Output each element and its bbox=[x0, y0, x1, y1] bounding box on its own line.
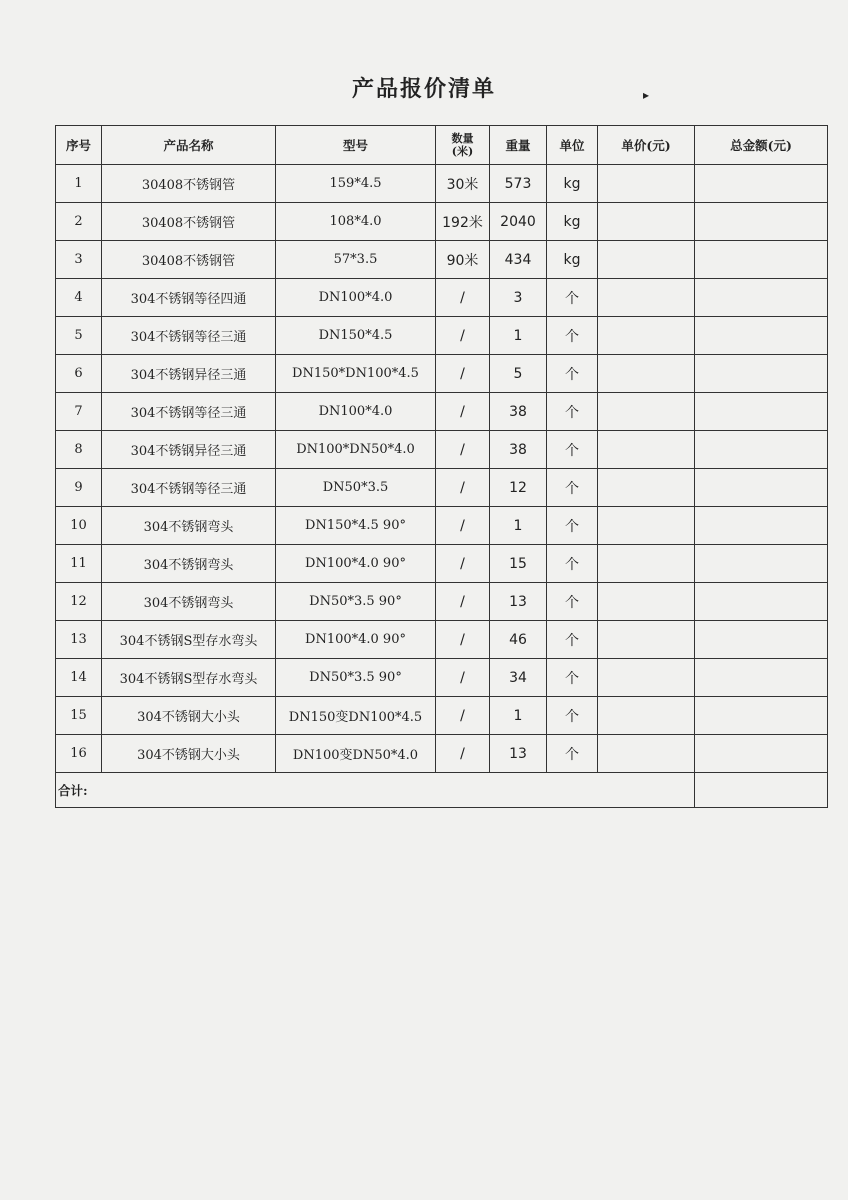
cell-unit: 个 bbox=[547, 507, 598, 545]
cell-quantity: / bbox=[436, 583, 490, 621]
cell-unit-price bbox=[598, 659, 695, 697]
cell-total-amount bbox=[695, 393, 828, 431]
cell-total-amount bbox=[695, 241, 828, 279]
cell-no: 12 bbox=[56, 583, 102, 621]
cell-no: 9 bbox=[56, 469, 102, 507]
cell-name: 30408不锈钢管 bbox=[102, 165, 276, 203]
cell-quantity: / bbox=[436, 659, 490, 697]
cell-model: DN100*4.0 90° bbox=[276, 621, 436, 659]
cell-unit: 个 bbox=[547, 545, 598, 583]
cell-total-amount bbox=[695, 583, 828, 621]
cell-unit: 个 bbox=[547, 279, 598, 317]
cell-quantity: / bbox=[436, 697, 490, 735]
cell-total-amount bbox=[695, 469, 828, 507]
header-no: 序号 bbox=[56, 126, 102, 165]
cell-quantity: 30米 bbox=[436, 165, 490, 203]
cell-unit: kg bbox=[547, 241, 598, 279]
cell-unit-price bbox=[598, 697, 695, 735]
cell-unit-price bbox=[598, 393, 695, 431]
cell-quantity: / bbox=[436, 279, 490, 317]
table-row bbox=[56, 583, 828, 621]
cell-name: 304不锈钢弯头 bbox=[102, 583, 276, 621]
cell-unit: 个 bbox=[547, 735, 598, 773]
cell-model: DN50*3.5 90° bbox=[276, 583, 436, 621]
header-total-amount: 总金额(元) bbox=[695, 126, 828, 165]
header-unit-price: 单价(元) bbox=[598, 126, 695, 165]
pen-mark: ▸ bbox=[643, 88, 650, 102]
cell-unit: 个 bbox=[547, 469, 598, 507]
cell-unit: 个 bbox=[547, 583, 598, 621]
cell-model: DN100*4.0 90° bbox=[276, 545, 436, 583]
cell-no: 2 bbox=[56, 203, 102, 241]
cell-total-amount bbox=[695, 735, 828, 773]
table-row bbox=[56, 203, 828, 241]
cell-no: 7 bbox=[56, 393, 102, 431]
cell-weight: 46 bbox=[490, 621, 547, 659]
cell-total-amount bbox=[695, 431, 828, 469]
cell-weight: 38 bbox=[490, 431, 547, 469]
cell-model: 108*4.0 bbox=[276, 203, 436, 241]
cell-unit: 个 bbox=[547, 355, 598, 393]
table-body bbox=[56, 126, 828, 808]
cell-weight: 1 bbox=[490, 317, 547, 355]
cell-model: DN100*DN50*4.0 bbox=[276, 431, 436, 469]
cell-unit-price bbox=[598, 621, 695, 659]
cell-model: DN150*4.5 bbox=[276, 317, 436, 355]
cell-name: 304不锈钢等径三通 bbox=[102, 393, 276, 431]
cell-name: 304不锈钢大小头 bbox=[102, 735, 276, 773]
cell-total-amount bbox=[695, 279, 828, 317]
table-row bbox=[56, 507, 828, 545]
cell-unit-price bbox=[598, 241, 695, 279]
cell-model: DN100*4.0 bbox=[276, 279, 436, 317]
cell-model: DN150*4.5 90° bbox=[276, 507, 436, 545]
cell-quantity: / bbox=[436, 317, 490, 355]
cell-quantity: 90米 bbox=[436, 241, 490, 279]
cell-name: 304不锈钢异径三通 bbox=[102, 431, 276, 469]
cell-weight: 434 bbox=[490, 241, 547, 279]
cell-unit: 个 bbox=[547, 697, 598, 735]
cell-no: 5 bbox=[56, 317, 102, 355]
total-row bbox=[56, 773, 828, 808]
cell-no: 16 bbox=[56, 735, 102, 773]
cell-unit-price bbox=[598, 735, 695, 773]
header-row bbox=[56, 126, 828, 165]
cell-no: 4 bbox=[56, 279, 102, 317]
cell-quantity: / bbox=[436, 393, 490, 431]
cell-no: 15 bbox=[56, 697, 102, 735]
cell-no: 1 bbox=[56, 165, 102, 203]
table-row bbox=[56, 621, 828, 659]
cell-unit: 个 bbox=[547, 621, 598, 659]
cell-name: 304不锈钢弯头 bbox=[102, 507, 276, 545]
cell-unit: 个 bbox=[547, 659, 598, 697]
cell-no: 13 bbox=[56, 621, 102, 659]
cell-unit: 个 bbox=[547, 431, 598, 469]
cell-quantity: / bbox=[436, 355, 490, 393]
cell-name: 304不锈钢等径三通 bbox=[102, 317, 276, 355]
cell-model: 159*4.5 bbox=[276, 165, 436, 203]
table-row bbox=[56, 355, 828, 393]
cell-no: 10 bbox=[56, 507, 102, 545]
total-label: 合计: bbox=[56, 773, 695, 808]
cell-name: 304不锈钢等径三通 bbox=[102, 469, 276, 507]
cell-weight: 2040 bbox=[490, 203, 547, 241]
cell-quantity: 192米 bbox=[436, 203, 490, 241]
cell-model: DN150变DN100*4.5 bbox=[276, 697, 436, 735]
table-row bbox=[56, 735, 828, 773]
cell-weight: 12 bbox=[490, 469, 547, 507]
cell-name: 30408不锈钢管 bbox=[102, 241, 276, 279]
cell-unit-price bbox=[598, 317, 695, 355]
cell-total-amount bbox=[695, 355, 828, 393]
cell-no: 11 bbox=[56, 545, 102, 583]
table-row bbox=[56, 697, 828, 735]
cell-name: 304不锈钢大小头 bbox=[102, 697, 276, 735]
cell-total-amount bbox=[695, 545, 828, 583]
header-quantity-line2: (米) bbox=[451, 145, 474, 158]
cell-no: 8 bbox=[56, 431, 102, 469]
cell-unit: kg bbox=[547, 165, 598, 203]
cell-model: 57*3.5 bbox=[276, 241, 436, 279]
table-row bbox=[56, 165, 828, 203]
header-model: 型号 bbox=[276, 126, 436, 165]
cell-weight: 1 bbox=[490, 507, 547, 545]
cell-unit: kg bbox=[547, 203, 598, 241]
cell-quantity: / bbox=[436, 469, 490, 507]
price-quote-table bbox=[55, 125, 828, 808]
cell-quantity: / bbox=[436, 621, 490, 659]
cell-unit-price bbox=[598, 583, 695, 621]
cell-no: 6 bbox=[56, 355, 102, 393]
cell-quantity: / bbox=[436, 507, 490, 545]
cell-weight: 5 bbox=[490, 355, 547, 393]
header-name: 产品名称 bbox=[102, 126, 276, 165]
table-row bbox=[56, 241, 828, 279]
cell-total-amount bbox=[695, 697, 828, 735]
cell-unit-price bbox=[598, 165, 695, 203]
cell-name: 304不锈钢等径四通 bbox=[102, 279, 276, 317]
cell-unit: 个 bbox=[547, 317, 598, 355]
cell-model: DN50*3.5 bbox=[276, 469, 436, 507]
cell-total-amount bbox=[695, 621, 828, 659]
table-row bbox=[56, 317, 828, 355]
cell-name: 30408不锈钢管 bbox=[102, 203, 276, 241]
cell-unit-price bbox=[598, 507, 695, 545]
cell-name: 304不锈钢弯头 bbox=[102, 545, 276, 583]
cell-unit-price bbox=[598, 431, 695, 469]
cell-unit-price bbox=[598, 203, 695, 241]
cell-total-amount bbox=[695, 203, 828, 241]
cell-weight: 573 bbox=[490, 165, 547, 203]
cell-name: 304不锈钢S型存水弯头 bbox=[102, 621, 276, 659]
cell-no: 14 bbox=[56, 659, 102, 697]
cell-quantity: / bbox=[436, 431, 490, 469]
cell-model: DN100*4.0 bbox=[276, 393, 436, 431]
header-unit: 单位 bbox=[547, 126, 598, 165]
table-row bbox=[56, 431, 828, 469]
cell-no: 3 bbox=[56, 241, 102, 279]
cell-weight: 34 bbox=[490, 659, 547, 697]
cell-total-amount bbox=[695, 317, 828, 355]
cell-model: DN150*DN100*4.5 bbox=[276, 355, 436, 393]
total-amount-cell bbox=[695, 773, 828, 808]
cell-unit-price bbox=[598, 545, 695, 583]
document-title: 产品报价清单 bbox=[351, 76, 496, 102]
cell-unit: 个 bbox=[547, 393, 598, 431]
cell-total-amount bbox=[695, 165, 828, 203]
cell-total-amount bbox=[695, 507, 828, 545]
cell-name: 304不锈钢S型存水弯头 bbox=[102, 659, 276, 697]
cell-weight: 13 bbox=[490, 583, 547, 621]
table-row bbox=[56, 279, 828, 317]
cell-unit-price bbox=[598, 279, 695, 317]
header-weight: 重量 bbox=[490, 126, 547, 165]
cell-quantity: / bbox=[436, 545, 490, 583]
cell-weight: 15 bbox=[490, 545, 547, 583]
table-row bbox=[56, 393, 828, 431]
cell-model: DN50*3.5 90° bbox=[276, 659, 436, 697]
cell-quantity: / bbox=[436, 735, 490, 773]
cell-weight: 1 bbox=[490, 697, 547, 735]
cell-model: DN100变DN50*4.0 bbox=[276, 735, 436, 773]
cell-weight: 13 bbox=[490, 735, 547, 773]
cell-unit-price bbox=[598, 355, 695, 393]
cell-name: 304不锈钢异径三通 bbox=[102, 355, 276, 393]
table-row bbox=[56, 469, 828, 507]
cell-weight: 3 bbox=[490, 279, 547, 317]
cell-total-amount bbox=[695, 659, 828, 697]
cell-unit-price bbox=[598, 469, 695, 507]
header-quantity-line1: 数量 bbox=[451, 132, 474, 145]
table-row bbox=[56, 545, 828, 583]
header-quantity bbox=[436, 126, 490, 165]
cell-weight: 38 bbox=[490, 393, 547, 431]
table-row bbox=[56, 659, 828, 697]
